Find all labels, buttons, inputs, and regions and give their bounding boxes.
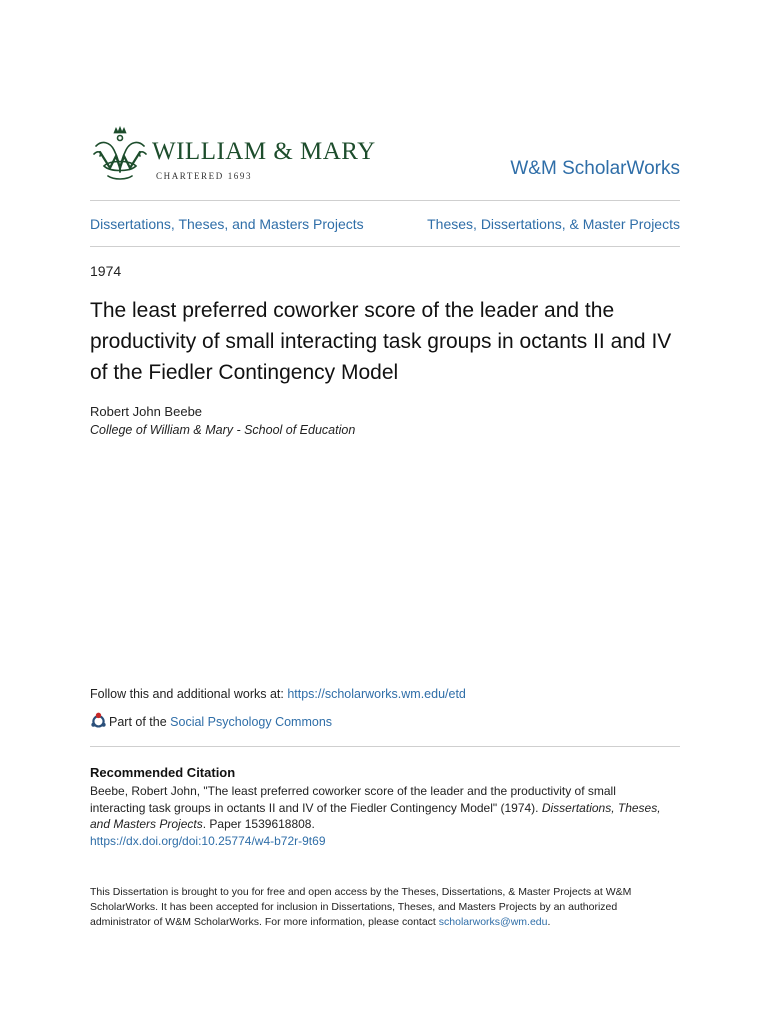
contact-email-link[interactable]: scholarworks@wm.edu	[438, 916, 548, 928]
commons-link[interactable]: Social Psychology Commons	[170, 715, 333, 729]
publication-year: 1974	[90, 263, 122, 279]
notice-end: .	[547, 916, 551, 928]
divider	[90, 246, 680, 247]
cover-page	[90, 0, 680, 1024]
citation-heading: Recommended Citation	[90, 765, 236, 780]
collection-link-right[interactable]: Theses, Dissertations, & Master Projects	[427, 216, 680, 232]
author-name: Robert John Beebe	[90, 404, 203, 419]
follow-url-link[interactable]: https://scholarworks.wm.edu/etd	[287, 687, 466, 701]
commons-network-icon	[90, 712, 107, 729]
institution-name: WILLIAM & MARY	[152, 138, 376, 165]
divider	[90, 746, 680, 747]
follow-line	[90, 687, 466, 701]
repository-name-link[interactable]: W&M ScholarWorks	[510, 158, 680, 179]
institution-logo[interactable]	[90, 124, 376, 184]
doi-link[interactable]: https://dx.doi.org/doi:10.25774/w4-b72r-9t69	[90, 833, 326, 848]
citation-paper: . Paper 1539618808.	[202, 817, 315, 831]
author-affiliation: College of William & Mary - School of Education	[90, 423, 356, 437]
royal-cypher-crest-icon	[90, 124, 150, 184]
citation-main: Beebe, Robert John, "The least preferred coworker score of the leader and the productivity of small interacting task groups in octants II and IV of the Fiedler Contingency Model" (1974).	[90, 784, 616, 815]
header	[90, 120, 680, 190]
access-notice	[90, 885, 680, 930]
collection-links	[90, 216, 680, 234]
collection-link-left[interactable]: Dissertations, Theses, and Masters Projects	[90, 216, 364, 232]
follow-prefix: Follow this and additional works at:	[90, 687, 288, 701]
citation-series: Dissertations, Theses, and Masters Projects	[90, 800, 661, 831]
divider	[90, 200, 680, 201]
part-of-line	[90, 712, 332, 729]
institution-tagline: CHARTERED 1693	[156, 171, 253, 181]
citation-text	[90, 783, 670, 849]
document-title: The least preferred coworker score of the leader and the productivity of small interacting task groups in octants II and IV of the Fiedler Contingency Model	[90, 299, 672, 384]
part-of-prefix: Part of the	[109, 715, 171, 729]
notice-text: This Dissertation is brought to you for free and open access by the Theses, Dissertations, & Master Projects at W&M ScholarWorks. It has been accepted for inclusion in Dissertations, Theses, and Masters Projects by an authorized administrator of W&M ScholarWorks. For more information, please contact	[90, 886, 632, 928]
